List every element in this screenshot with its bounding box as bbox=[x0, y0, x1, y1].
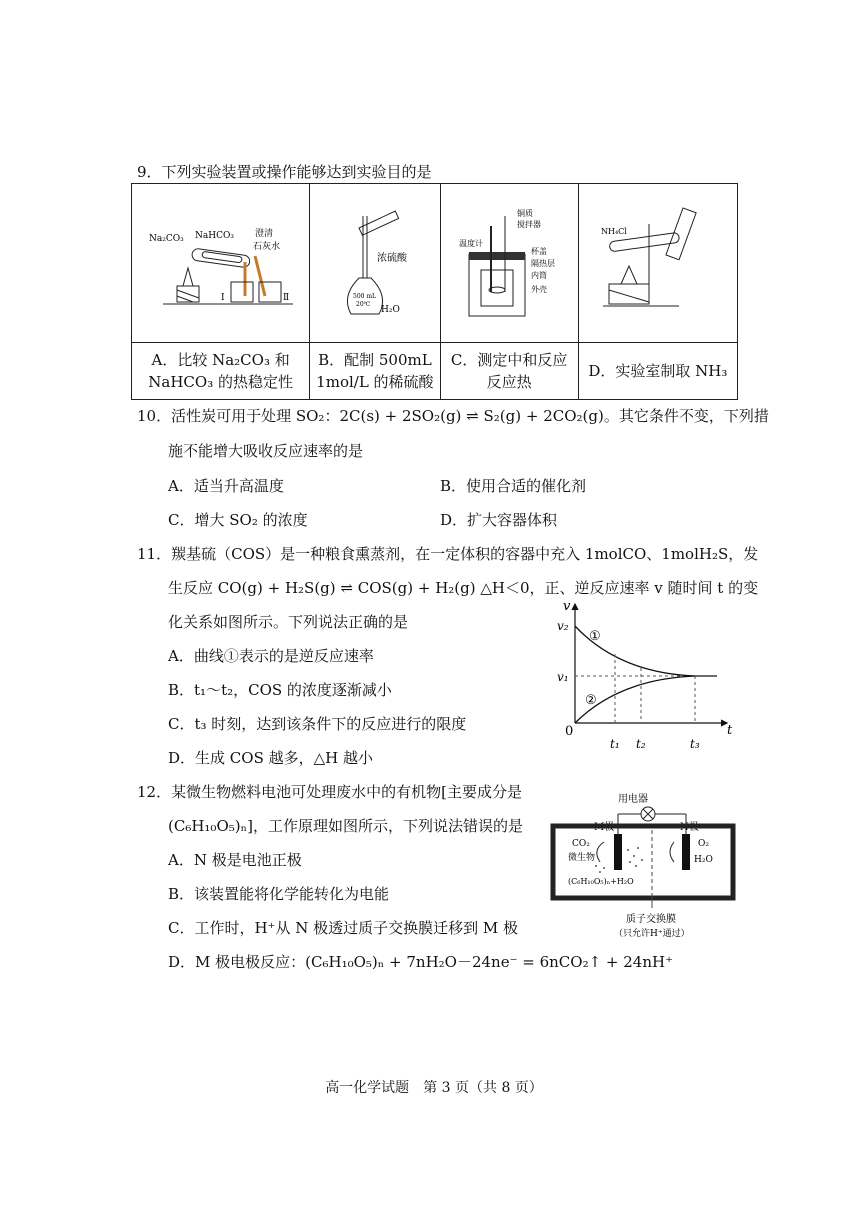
q9-image-c bbox=[440, 184, 578, 343]
membrane-label: 质子交换膜 bbox=[626, 914, 676, 925]
q9-caption-b: B．配制 500mL 1mol/L 的稀硫酸 bbox=[310, 343, 440, 400]
q11-line2: 生反应 CO(g) + H₂S(g) ⇌ COS(g) + H₂(g) △H＜0，正、逆反应速率 v 随时间 t 的变 bbox=[168, 579, 759, 597]
q12-option-a: A．N 极是电池正极 bbox=[168, 851, 302, 869]
q12-line2: (C₆H₁₀O₅)ₙ]，工作原理如图所示，下列说法错误的是 bbox=[168, 817, 523, 835]
origin-label: 0 bbox=[565, 724, 574, 739]
curve-1-label: ① bbox=[589, 629, 601, 644]
co2-label: CO₂ bbox=[572, 839, 590, 849]
q9-stem: 9．下列实验装置或操作能够达到实验目的是 bbox=[137, 163, 432, 181]
ammonia-preparation-apparatus bbox=[579, 186, 736, 336]
t1-label: t₁ bbox=[610, 737, 620, 751]
svg-text:20℃: 20℃ bbox=[355, 301, 371, 308]
q9-table bbox=[131, 183, 738, 400]
q11-option-d: D．生成 COS 越多，△H 越小 bbox=[168, 749, 373, 767]
m-pole-label: M极 bbox=[594, 822, 615, 833]
q12-option-c: C．工作时，H⁺从 N 极透过质子交换膜迁移到 M 极 bbox=[168, 919, 519, 937]
fuel-cell-diagram bbox=[548, 790, 738, 942]
svg-text:NH₄Cl: NH₄Cl bbox=[601, 227, 628, 236]
q10-option-a: A．适当升高温度 bbox=[168, 477, 284, 495]
q9-image-b bbox=[310, 184, 440, 343]
x-axis-label: t bbox=[727, 723, 733, 738]
o2-label: O₂ bbox=[698, 839, 709, 849]
svg-text:外壳: 外壳 bbox=[531, 285, 548, 294]
rate-time-graph bbox=[555, 598, 740, 758]
svg-text:500 mL: 500 mL bbox=[352, 293, 376, 300]
q12-line1: 12．某微生物燃料电池可处理废水中的有机物[主要成分是 bbox=[137, 783, 522, 801]
q10-option-c: C．增大 SO₂ 的浓度 bbox=[168, 511, 308, 529]
svg-text:石灰水: 石灰水 bbox=[252, 242, 280, 252]
h2o-label: H₂O bbox=[694, 855, 713, 865]
v1-label: v₁ bbox=[557, 670, 569, 684]
v2-label: v₂ bbox=[557, 619, 569, 633]
organic-label: (C₆H₁₀O₅)ₙ+H₂O bbox=[568, 877, 634, 886]
svg-text:Na₂CO₃: Na₂CO₃ bbox=[148, 234, 184, 244]
microbe-label: 微生物 bbox=[568, 853, 596, 863]
co2-arrow bbox=[597, 842, 604, 862]
t3-label: t₃ bbox=[690, 737, 700, 751]
q10-option-d: D．扩大容器体积 bbox=[440, 511, 558, 529]
q9-caption-d: D．实验室制取 NH₃ bbox=[578, 343, 737, 400]
svg-text:浓硫酸: 浓硫酸 bbox=[376, 253, 407, 264]
svg-text:Ⅰ: Ⅰ bbox=[220, 293, 225, 303]
svg-text:内筒: 内筒 bbox=[531, 271, 548, 280]
o2-arrow bbox=[670, 842, 674, 862]
svg-text:NaHCO₃: NaHCO₃ bbox=[194, 231, 234, 241]
q12-option-b: B．该装置能将化学能转化为电能 bbox=[168, 885, 390, 903]
q10-option-b: B．使用合适的催化剂 bbox=[440, 477, 587, 495]
q11-option-c: C．t₃ 时刻，达到该条件下的反应进行的限度 bbox=[168, 715, 467, 733]
svg-text:H₂O: H₂O bbox=[380, 305, 400, 315]
svg-text:搅拌器: 搅拌器 bbox=[517, 220, 542, 229]
thermal-stability-apparatus bbox=[133, 186, 309, 336]
calorimeter-apparatus bbox=[441, 186, 577, 336]
svg-text:杯盖: 杯盖 bbox=[531, 247, 548, 256]
q9-image-a bbox=[132, 184, 310, 343]
t2-label: t₂ bbox=[636, 737, 646, 751]
volumetric-flask-apparatus bbox=[311, 186, 439, 336]
svg-text:铜质: 铜质 bbox=[517, 209, 534, 218]
q9-image-d bbox=[578, 184, 737, 343]
page-footer: 高一化学试题 第 3 页（共 8 页） bbox=[325, 1080, 543, 1096]
m-electrode bbox=[614, 834, 622, 870]
curve-2-label: ② bbox=[585, 693, 597, 708]
q12-option-d: D．M 极电极反应：(C₆H₁₀O₅)ₙ + 7nH₂O－24ne⁻ = 6nCO₂↑ + 24nH⁺ bbox=[168, 953, 674, 971]
svg-text:Ⅱ: Ⅱ bbox=[282, 293, 289, 303]
q9-caption-a: A．比较 Na₂CO₃ 和 NaHCO₃ 的热稳定性 bbox=[132, 343, 310, 400]
svg-text:温度计: 温度计 bbox=[459, 239, 484, 248]
q10-line2: 施不能增大吸收反应速率的是 bbox=[168, 442, 364, 460]
n-electrode bbox=[682, 834, 690, 870]
q11-option-a: A．曲线①表示的是逆反应速率 bbox=[168, 647, 374, 665]
svg-text:澄清: 澄清 bbox=[254, 229, 273, 239]
appliance-label: 用电器 bbox=[618, 794, 648, 805]
q11-option-b: B．t₁～t₂，COS 的浓度逐渐减小 bbox=[168, 681, 392, 699]
q10-line1: 10．活性炭可用于处理 SO₂：2C(s) + 2SO₂(g) ⇌ S₂(g) + 2CO₂(g)。其它条件不变，下列措 bbox=[137, 407, 769, 425]
y-axis-label: v bbox=[563, 599, 571, 614]
membrane-note: （只允许H⁺通过） bbox=[614, 929, 690, 939]
q11-line3: 化关系如图所示。下列说法正确的是 bbox=[168, 613, 409, 631]
n-pole-label: N极 bbox=[680, 822, 699, 833]
q9-caption-c: C．测定中和反应 反应热 bbox=[440, 343, 578, 400]
svg-text:隔热层: 隔热层 bbox=[531, 259, 556, 268]
q11-line1: 11．羰基硫（COS）是一种粮食熏蒸剂，在一定体积的容器中充入 1molCO、1molH₂S，发 bbox=[137, 545, 759, 563]
